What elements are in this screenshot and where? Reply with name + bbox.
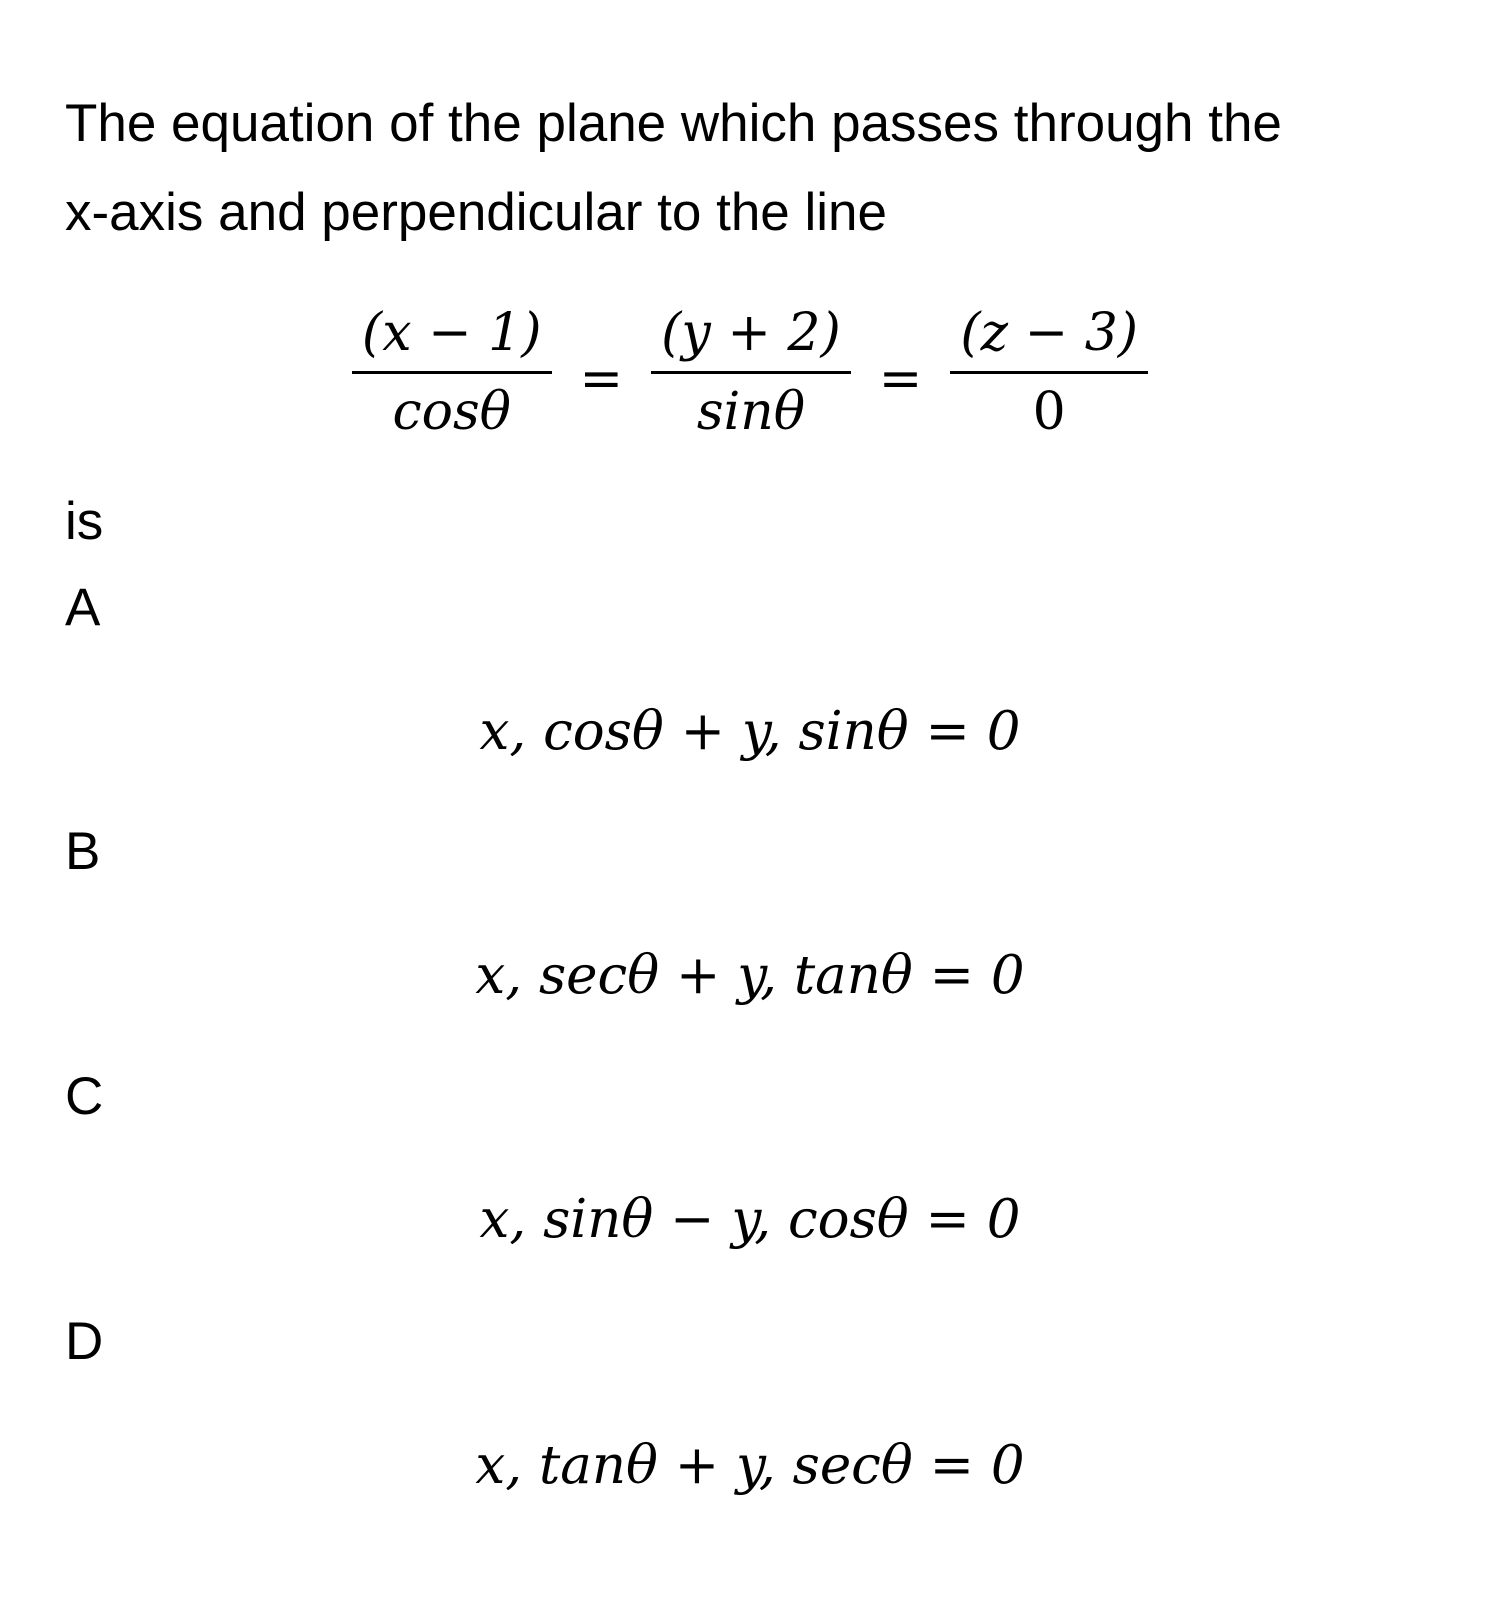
fraction-z-numerator: (z − 3)	[960, 302, 1139, 363]
fraction-x-denominator: cosθ	[392, 381, 511, 442]
fraction-y-numerator: (y + 2)	[661, 302, 841, 363]
question-text-line-2: x-axis and perpendicular to the line	[65, 183, 887, 242]
fraction-z-denominator: 0	[1032, 381, 1066, 442]
option-b-label[interactable]: B	[65, 822, 101, 881]
question-text-line-1: The equation of the plane which passes through the	[65, 94, 1282, 153]
fraction-x-numerator: (x − 1)	[361, 302, 542, 363]
option-a-expression[interactable]: x, cosθ + y, sinθ = 0	[479, 701, 1021, 762]
equals-sign: =	[579, 349, 624, 409]
fraction-x	[352, 297, 552, 448]
option-c-expression[interactable]: x, sinθ − y, cosθ = 0	[479, 1189, 1021, 1250]
fraction-bar	[651, 371, 851, 374]
fraction-bar	[950, 371, 1148, 374]
equals-sign: =	[878, 349, 923, 409]
line-equation	[0, 284, 1500, 460]
fraction-bar	[352, 371, 552, 374]
fraction-y	[651, 297, 851, 448]
option-c-label[interactable]: C	[65, 1067, 104, 1126]
option-d-label[interactable]: D	[65, 1312, 104, 1371]
option-a-label[interactable]: A	[65, 578, 101, 637]
fraction-y-denominator: sinθ	[696, 381, 806, 442]
question-suffix: is	[65, 492, 104, 551]
option-b-expression[interactable]: x, secθ + y, tanθ = 0	[475, 945, 1025, 1006]
option-d-expression[interactable]: x, tanθ + y, secθ = 0	[475, 1435, 1025, 1496]
fraction-z	[950, 297, 1148, 448]
